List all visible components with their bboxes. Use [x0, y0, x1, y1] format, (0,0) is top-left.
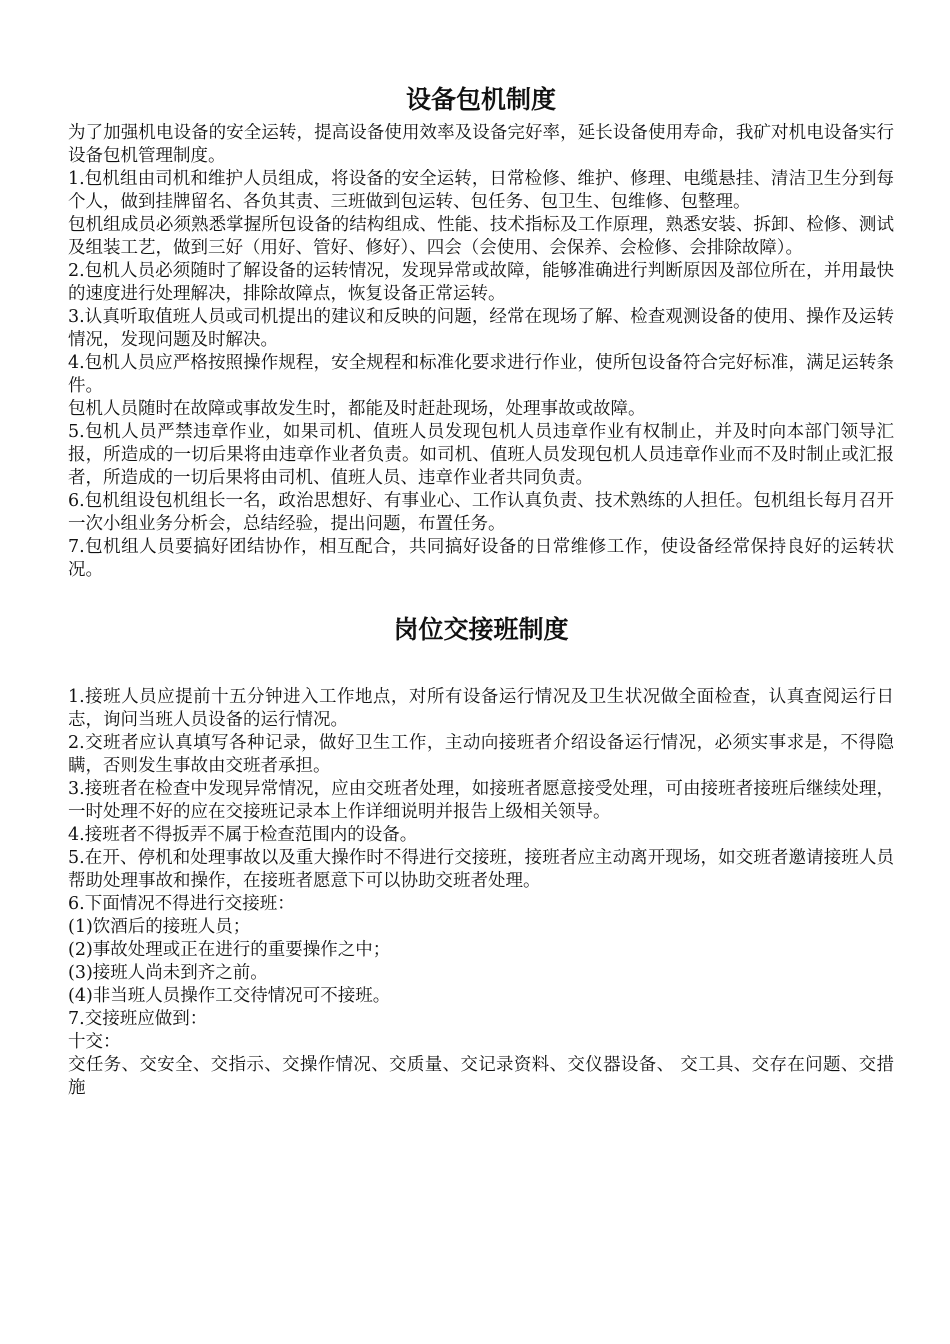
- paragraph: 包机人员随时在故障或事故发生时，都能及时赶赴现场，处理事故或故障。: [68, 399, 646, 419]
- paragraph: 7.包机组人员要搞好团结协作，相互配合，共同搞好设备的日常维修工作，使设备经常保持良好的运转状况。: [68, 537, 894, 580]
- paragraph: 6.下面情况不得进行交接班：: [68, 894, 295, 914]
- section-title-shift-handover: 岗位交接班制度: [393, 615, 569, 644]
- paragraph: 为了加强机电设备的安全运转，提高设备使用效率及设备完好率，延长设备使用寿命，我矿对机电设备实行设备包机管理制度。: [68, 123, 894, 166]
- paragraph: 3.认真听取值班人员或司机提出的建议和反映的问题，经常在现场了解、检查观测设备的使用、操作及运转情况，发现问题及时解决。: [68, 307, 894, 350]
- paragraph: 十交：: [68, 1032, 121, 1052]
- paragraph: 2.包机人员必须随时了解设备的运转情况，发现异常或故障，能够准确进行判断原因及部位所在，并用最快的速度进行处理解决，排除故障点，恢复设备正常运转。: [68, 261, 894, 304]
- paragraph: 7.交接班应做到：: [68, 1009, 208, 1029]
- paragraph: 包机组成员必须熟悉掌握所包设备的结构组成、性能、技术指标及工作原理，熟悉安装、拆卸、检修、测试及组装工艺，做到三好（用好、管好、修好）、四会（会使用、会保养、会检修、会排除故障）。: [68, 215, 894, 258]
- list-item: (3)接班人尚未到齐之前。: [68, 963, 268, 983]
- paragraph: 1.接班人员应提前十五分钟进入工作地点，对所有设备运行情况及卫生状况做全面检查，认真查阅运行日志，询问当班人员设备的运行情况。: [68, 687, 894, 730]
- section-title-equipment-contract: 设备包机制度: [405, 85, 556, 114]
- paragraph: 4.接班者不得扳弄不属于检查范围内的设备。: [68, 825, 418, 845]
- document-page: [68, 84, 894, 1100]
- paragraph: 3.接班者在检查中发现异常情况，应由交班者处理，如接班者愿意接受处理，可由接班者接班后继续处理，一时处理不好的应在交接班记录本上作详细说明并报告上级相关领导。: [68, 779, 894, 822]
- list-item: (2)事故处理或正在进行的重要操作之中；: [68, 940, 391, 960]
- paragraph: 交任务、交安全、交指示、交操作情况、交质量、交记录资料、交仪器设备、 交工具、交存在问题、交措施: [68, 1055, 894, 1098]
- paragraph: 5.包机人员严禁违章作业，如果司机、值班人员发现包机人员违章作业有权制止，并及时向本部门领导汇报，所造成的一切后果将由违章作业者负责。如司机、值班人员发现包机人员违章作业而不及时制止或汇报者，所造成的一切后果将由司机、值班人员、违章作业者共同负责。: [68, 422, 894, 488]
- list-item: (4)非当班人员操作工交待情况可不接班。: [68, 986, 391, 1006]
- paragraph: 5.在开、停机和处理事故以及重大操作时不得进行交接班，接班者应主动离开现场，如交班者邀请接班人员帮助处理事故和操作，在接班者愿意下可以协助交班者处理。: [68, 848, 894, 891]
- paragraph: 4.包机人员应严格按照操作规程，安全规程和标准化要求进行作业，使所包设备符合完好标准，满足运转条件。: [68, 353, 894, 396]
- list-item: (1)饮酒后的接班人员；: [68, 917, 251, 937]
- paragraph: 1.包机组由司机和维护人员组成，将设备的安全运转，日常检修、维护、修理、电缆悬挂、清洁卫生分到每个人，做到挂牌留名、各负其责、三班做到包运转、包任务、包卫生、包维修、包整理。: [68, 169, 894, 212]
- paragraph: 2.交班者应认真填写各种记录，做好卫生工作，主动向接班者介绍设备运行情况，必须实事求是，不得隐瞒，否则发生事故由交班者承担。: [68, 733, 894, 776]
- paragraph: 6.包机组设包机组长一名，政治思想好、有事业心、工作认真负责、技术熟练的人担任。包机组长每月召开一次小组业务分析会，总结经验，提出问题，布置任务。: [68, 491, 894, 534]
